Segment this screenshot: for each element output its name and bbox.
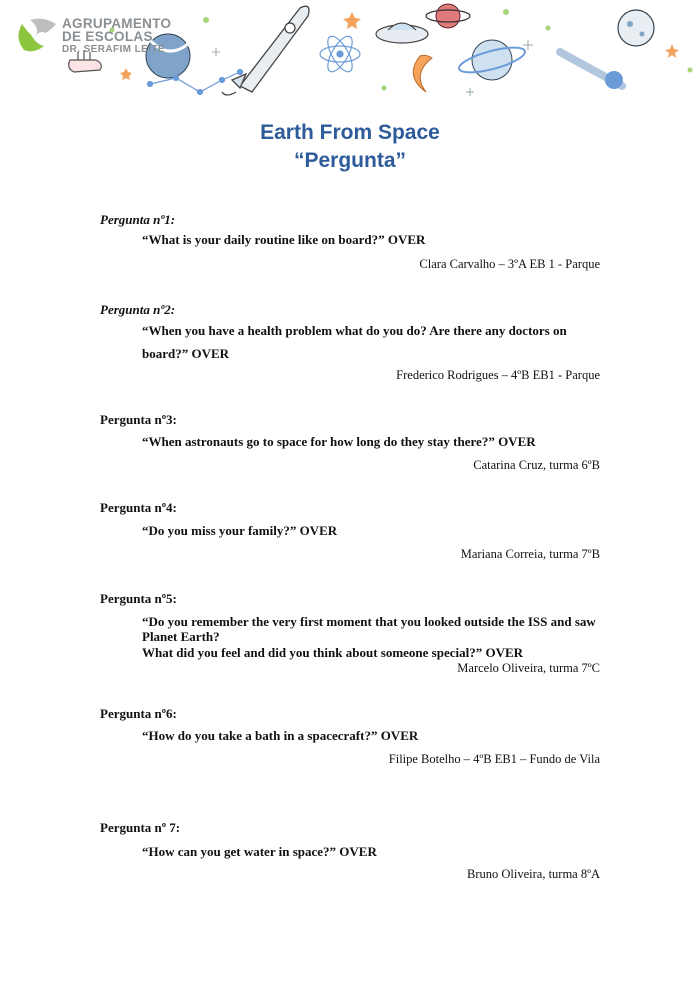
cratered-planet-icon — [618, 10, 654, 46]
question-6-label: Pergunta nº6: — [100, 706, 177, 721]
question-3-label: Pergunta nº3: — [100, 412, 177, 427]
question-6-author: Filipe Botelho – 4ºB EB1 – Fundo de Vila — [388, 752, 600, 766]
logo-line-1: AGRUPAMENTO — [62, 16, 172, 31]
question-5-text-2: What did you feel and did you think about someone special?” OVER — [142, 645, 524, 660]
logo-line-3: DR. SERAFIM LEITE — [62, 44, 165, 55]
page-subtitle: “Pergunta” — [293, 149, 406, 172]
header-banner — [0, 0, 700, 102]
page-title: Earth From Space — [260, 121, 440, 144]
question-2-label: Pergunta nº2: — [100, 302, 176, 317]
question-7-text: “How can you get water in space?” OVER — [142, 844, 377, 859]
question-3-author: Catarina Cruz, turma 6ºB — [473, 458, 600, 472]
question-5-label: Pergunta nº5: — [100, 591, 177, 606]
school-logo-text — [62, 17, 171, 56]
question-1-label: Pergunta nº1: — [100, 212, 176, 227]
question-1-author: Clara Carvalho – 3ºA EB 1 - Parque — [419, 257, 600, 271]
question-6-text: “How do you take a bath in a spacecraft?” OVER — [142, 728, 419, 743]
question-2-text: “When you have a health problem what do you do? Are there any doctors on board?” OVER — [142, 323, 567, 361]
question-1-text: “What is your daily routine like on board?” OVER — [142, 232, 426, 247]
question-7-label: Pergunta nº 7: — [100, 820, 181, 835]
question-7-author: Bruno Oliveira, turma 8ºA — [466, 867, 600, 881]
logo-line-2: DE ESCOLAS — [62, 29, 153, 44]
question-4-text: “Do you miss your family?” OVER — [142, 523, 338, 538]
question-5-text: “Do you remember the very first moment that you looked outside the ISS and saw Planet Earth? — [142, 614, 596, 644]
question-4-label: Pergunta nº4: — [100, 500, 177, 515]
question-5-author: Marcelo Oliveira, turma 7ºC — [457, 661, 600, 675]
question-2-author: Frederico Rodrigues – 4ºB EB1 - Parque — [396, 368, 600, 382]
question-3-text: “When astronauts go to space for how long do they stay there?” OVER — [142, 434, 536, 449]
question-4-author: Mariana Correia, turma 7ºB — [460, 547, 600, 561]
